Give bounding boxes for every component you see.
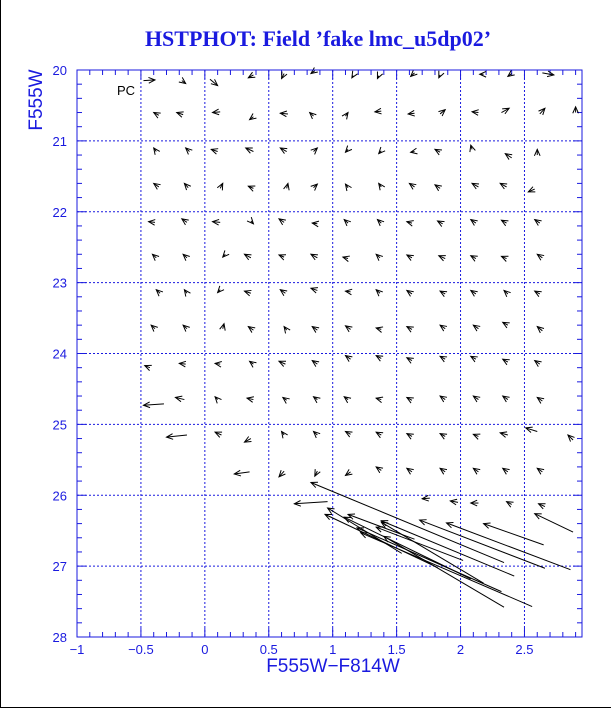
displacement-arrow [284,327,290,334]
displacement-arrow [440,434,447,440]
displacement-arrow [473,434,480,439]
arrow-head [345,326,352,332]
displacement-arrow [473,396,480,402]
displacement-arrow [503,322,510,328]
displacement-arrow [310,113,317,119]
displacement-arrow [435,185,442,191]
arrow-head [312,327,319,333]
displacement-arrow [220,324,226,331]
arrow-shaft [357,528,501,592]
displacement-arrow [184,290,190,297]
displacement-arrow [234,470,249,476]
displacement-arrow [183,325,190,331]
arrow-head [376,356,383,362]
arrow-head [439,71,444,78]
displacement-arrow [282,72,287,79]
arrow-head [407,397,414,403]
displacement-arrow [177,112,184,117]
y-tick-label: 22 [52,204,67,220]
displacement-arrow [471,356,478,362]
displacement-arrow [345,326,352,332]
displacement-arrow [143,77,155,83]
displacement-arrow [411,148,418,154]
displacement-arrow [440,356,447,362]
displacement-arrow [312,221,319,227]
displacement-arrow [376,290,383,296]
displacement-arrow [535,220,542,226]
displacement-arrow [376,356,383,362]
arrow-head [471,356,478,362]
displacement-arrow [279,255,286,260]
arrow-head [279,255,286,260]
displacement-arrow [345,184,351,191]
x-tick-label: 0.5 [259,642,278,657]
arrow-head [471,290,478,296]
displacement-arrow [215,361,222,367]
displacement-arrow [280,148,287,154]
displacement-arrow [312,327,319,333]
arrow-head [352,71,358,78]
arrow-head [473,434,480,439]
displacement-arrow [246,148,254,153]
x-tick-label: −1 [69,642,85,657]
displacement-arrow [535,291,542,297]
displacement-arrow [503,359,510,365]
displacement-arrow [283,397,290,403]
displacement-arrow [279,219,286,225]
axis-ticks [53,63,582,657]
displacement-arrow [376,432,383,438]
displacement-arrow [311,148,318,154]
arrow-head [440,396,447,402]
displacement-arrow [186,148,193,154]
displacement-arrow [503,468,510,474]
displacement-arrow [311,184,318,190]
displacement-arrow [503,396,510,402]
arrow-head [315,469,320,476]
displacement-arrow [166,434,186,440]
displacement-arrow [345,356,352,362]
displacement-arrow [248,327,255,333]
arrow-head [473,325,480,331]
displacement-arrow [244,290,251,295]
displacement-arrow [470,145,475,152]
displacement-arrow [377,72,382,79]
x-tick-label: 1 [329,642,337,657]
arrow-shaft [535,514,573,532]
x-tick-label: 0 [201,642,209,657]
displacement-arrow [314,431,321,437]
arrow-head [282,72,287,79]
displacement-arrow [250,361,257,367]
displacement-arrow [471,500,479,506]
arrow-head [535,291,542,297]
displacement-arrow [311,254,318,260]
displacement-arrow [537,327,544,333]
displacement-arrow [422,495,430,501]
displacement-arrow [211,149,218,154]
displacement-arrow [175,396,184,402]
arrow-head [154,183,161,189]
displacement-arrow [480,71,486,77]
x-tick-label: 1.5 [387,642,406,657]
displacement-arrow [407,434,414,440]
displacement-arrow [473,325,480,331]
displacement-arrow [248,186,255,191]
displacement-arrow [500,432,508,438]
displacement-arrow [154,113,161,119]
arrow-head [471,220,478,226]
displacement-arrow [407,358,414,364]
arrow-head [440,291,447,297]
displacement-arrow [484,523,544,545]
displacement-arrow [284,183,290,190]
displacement-arrow [407,221,414,227]
arrow-head [217,183,222,190]
arrow-head [407,434,414,440]
x-tick-label: −0.5 [128,642,154,657]
displacement-arrow [149,220,156,226]
displacement-arrow [376,467,383,473]
arrow-head [345,469,352,475]
displacement-arrow [508,70,515,76]
arrow-head [438,221,445,227]
displacement-arrow [471,220,478,226]
displacement-arrow [535,514,573,532]
displacement-arrow [154,183,161,189]
arrow-head [248,186,255,191]
displacement-arrow [352,71,358,78]
arrow-head [440,325,447,331]
displacement-arrow [534,149,540,155]
arrow-head [376,467,383,473]
displacement-arrow [342,113,348,120]
displacement-arrow [472,110,479,116]
arrow-head [507,502,514,508]
arrow-head [409,183,416,189]
displacement-arrow [420,520,545,569]
displacement-arrow [471,256,478,262]
y-tick-label: 27 [52,559,67,575]
arrow-head [284,327,290,334]
displacement-arrow [439,256,446,261]
displacement-arrow [537,468,544,474]
displacement-arrow [535,361,542,367]
displacement-arrow [450,499,458,505]
displacement-arrow [247,397,254,403]
y-tick-label: 25 [52,417,67,433]
arrow-head [473,396,480,402]
arrow-head [248,72,255,78]
displacement-arrow [217,183,222,190]
displacement-arrow [440,396,447,402]
displacement-arrow [542,71,554,77]
displacement-arrow [248,72,255,78]
x-tick-label: 2 [456,642,465,657]
displacement-arrow [184,183,190,190]
displacement-arrow [379,147,385,154]
arrow-head [154,113,161,119]
displacement-arrow [345,469,352,475]
displacement-arrow [294,500,327,506]
arrow-shaft [294,502,327,504]
displacement-arrow [282,431,288,438]
displacement-arrow [244,436,251,442]
displacement-arrow [507,502,514,508]
displacement-arrow [223,250,229,257]
displacement-arrow [568,435,575,441]
displacement-arrow [344,220,351,226]
displacement-arrow [440,291,447,297]
displacement-arrow [440,468,447,474]
displacement-arrow [345,431,352,437]
displacement-arrow [315,469,320,476]
displacement-arrow [440,325,447,331]
arrow-head [279,219,286,225]
arrow-head [473,468,480,474]
displacement-arrow [280,290,287,296]
arrow-head [411,148,418,154]
displacement-arrow [280,111,288,117]
arrow-head [379,183,385,190]
displacement-arrow [344,397,351,403]
displacement-arrow [407,290,414,296]
arrow-head [505,154,512,160]
displacement-arrow [247,217,253,224]
displacement-arrow [154,148,160,155]
y-tick-label: 24 [52,346,67,362]
arrow-head [537,397,544,403]
displacement-arrow [501,108,509,114]
arrow-head [503,396,510,402]
arrow-head [282,431,288,438]
displacement-arrow [151,325,158,331]
displacement-arrow [244,254,251,260]
x-axis-label: F555W−F814W [266,656,400,677]
displacement-arrow [407,327,414,333]
displacement-arrow [250,114,257,120]
displacement-arrow [500,183,507,189]
arrow-head [501,256,508,261]
arrow-head [471,256,478,262]
arrow-head [280,290,287,296]
displacement-arrow [376,327,383,333]
displacement-arrow [438,221,445,227]
displacement-arrow [345,146,351,153]
displacement-arrow [376,397,383,403]
arrows-group [143,67,578,607]
arrow-shaft [484,524,544,545]
arrow-head [503,322,510,328]
y-tick-label: 23 [52,275,67,291]
arrow-head [312,361,319,367]
y-tick-label: 28 [52,630,67,645]
displacement-arrow [279,470,285,477]
displacement-arrow [504,290,511,296]
displacement-arrow [215,397,221,404]
arrow-head [248,327,255,333]
arrow-head [440,356,447,362]
arrow-head [435,149,442,155]
displacement-arrow [407,468,414,474]
arrow-head [503,468,510,474]
displacement-arrow [408,110,415,116]
arrow-head [377,72,382,79]
chart-title: HSTPHOT: Field ’fake lmc_u5dp02’ [144,26,492,51]
displacement-arrow [361,533,532,607]
displacement-arrow [375,108,382,114]
arrow-head [407,221,414,227]
displacement-arrow [218,286,224,293]
y-axis-label: F555W [26,69,47,131]
arrow-head [220,324,226,331]
displacement-arrow [343,256,350,262]
displacement-arrow [411,70,418,76]
arrow-head [345,431,352,437]
arrow-head [407,327,414,333]
displacement-arrow [537,254,544,260]
arrow-head [503,359,510,365]
arrow-head [535,361,542,367]
displacement-arrow [438,110,445,116]
displacement-arrow [210,79,218,85]
y-tick-label: 21 [52,133,67,149]
displacement-arrow [407,255,414,261]
arrow-head [145,365,152,370]
arrow-head [328,508,335,514]
displacement-arrow [377,220,384,226]
displacement-arrow [376,254,383,260]
x-tick-label: 2.5 [515,642,534,657]
arrow-head [537,254,544,260]
arrow-head [535,220,542,226]
arrow-head [376,432,383,438]
displacement-arrow [182,219,189,225]
displacement-arrow [501,256,508,261]
displacement-arrow [528,187,535,192]
arrow-head [470,145,475,152]
displacement-arrow [345,289,352,295]
arrow-shaft [361,533,532,607]
arrow-head [440,434,447,440]
arrow-head [435,185,442,191]
displacement-arrow [539,108,545,115]
arrow-head [376,397,383,403]
arrow-head [407,358,414,364]
arrow-head [345,356,352,362]
arrow-head [182,219,189,225]
displacement-arrow [179,77,186,83]
arrow-head [407,468,414,474]
arrow-head [376,327,383,333]
displacement-arrow [409,183,416,189]
arrow-head [537,468,544,474]
arrow-head [407,255,414,261]
arrow-head [343,256,350,262]
arrow-head [501,220,508,226]
displacement-arrow [156,290,163,296]
displacement-arrow [314,397,321,403]
displacement-arrow [473,468,480,474]
panel-label: PC [117,83,136,98]
arrow-head [284,183,290,190]
y-tick-label: 20 [52,63,67,78]
arrow-head [407,290,414,296]
arrow-head [345,184,351,191]
displacement-arrow [143,402,163,408]
displacement-arrow [213,219,221,225]
y-tick-label: 26 [52,488,67,504]
displacement-arrow [152,254,159,260]
displacement-arrow [539,504,546,509]
arrow-head [440,468,447,474]
displacement-arrow [471,290,478,296]
displacement-arrow [379,183,385,190]
displacement-arrow [279,361,286,366]
displacement-arrow [439,71,444,78]
arrow-head [184,290,190,297]
displacement-arrow [213,109,221,115]
displacement-arrow [505,154,512,160]
displacement-arrow [179,361,186,367]
displacement-arrow [472,183,479,189]
displacement-arrow [311,288,318,293]
displacement-arrow [183,254,190,260]
displacement-arrow [145,365,152,370]
displacement-arrow [501,220,508,226]
displacement-arrow [312,361,319,367]
displacement-arrow [407,397,414,403]
arrow-head [342,113,348,120]
displacement-arrow [526,427,538,432]
displacement-arrow [573,107,579,113]
displacement-arrow [357,528,501,592]
displacement-arrow [537,397,544,403]
arrow-head [154,148,160,155]
displacement-arrow [215,432,222,437]
displacement-arrow [435,149,442,155]
